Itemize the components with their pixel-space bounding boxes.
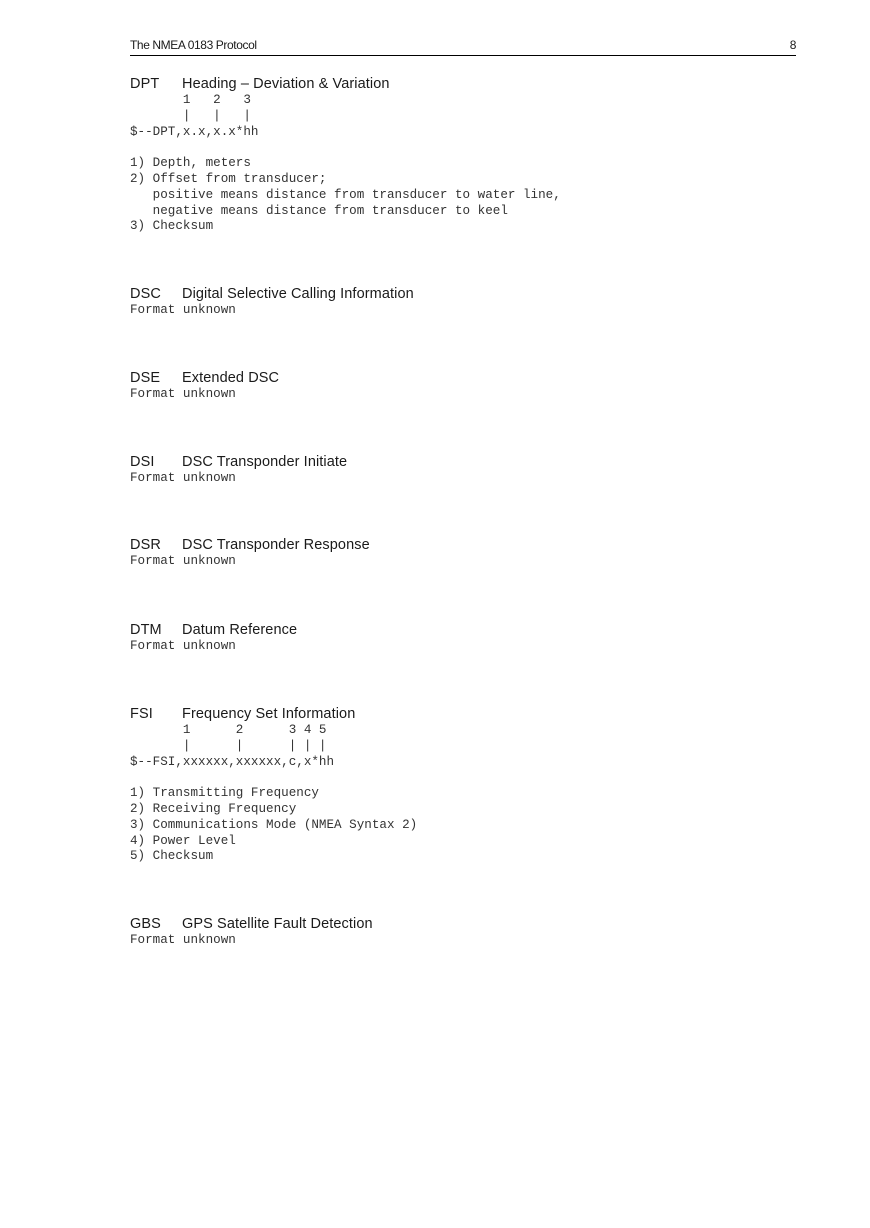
section-dsc — [130, 285, 796, 319]
sentence-format: Format unknown — [130, 554, 236, 568]
sentence-name: Extended DSC — [182, 370, 280, 386]
section-dpt — [130, 75, 796, 235]
section-dsi — [130, 453, 796, 487]
sentence-format: Format unknown — [130, 303, 236, 317]
sentence-format: Format unknown — [130, 387, 236, 401]
section-heading — [130, 621, 796, 639]
section-fsi — [130, 705, 796, 865]
page-header — [130, 37, 796, 56]
section-heading — [130, 705, 796, 723]
sentence-format: 1 2 3 | | | $--DPT,x.x,x.x*hh 1) Depth, meters 2) Offset from transducer; positive means distance from transducer to water line, negative means distance from transducer to keel 3) Checksum — [130, 93, 561, 234]
sentence-code: DTM — [130, 622, 162, 638]
sentence-code: DSC — [130, 286, 161, 302]
section-dse — [130, 369, 796, 403]
sentence-name: Heading – Deviation & Variation — [182, 76, 390, 92]
section-heading — [130, 915, 796, 933]
section-dsr — [130, 536, 796, 570]
sentence-format: Format unknown — [130, 471, 236, 485]
sentence-name: Frequency Set Information — [182, 706, 356, 722]
sentence-name: DSC Transponder Initiate — [182, 454, 348, 470]
sentence-name: GPS Satellite Fault Detection — [182, 916, 373, 932]
document-title: The NMEA 0183 Protocol — [130, 38, 257, 52]
sentence-format: Format unknown — [130, 639, 236, 653]
section-heading — [130, 75, 796, 93]
sentence-code: DPT — [130, 76, 160, 92]
sentence-name: DSC Transponder Response — [182, 537, 370, 553]
sentence-code: DSR — [130, 537, 161, 553]
section-gbs — [130, 915, 796, 949]
section-heading — [130, 536, 796, 554]
sentence-code: DSE — [130, 370, 161, 386]
sentence-code: GBS — [130, 916, 161, 932]
section-heading — [130, 453, 796, 471]
sentence-name: Digital Selective Calling Information — [182, 286, 414, 302]
section-heading — [130, 369, 796, 387]
sentence-format: 1 2 3 4 5 | | | | | $--FSI,xxxxxx,xxxxxx,c,x*hh 1) Transmitting Frequency 2) Receiving Frequency 3) Communications Mode (NMEA Syntax 2) 4) Power Level 5) Checksum — [130, 723, 418, 864]
sentence-format: Format unknown — [130, 933, 236, 947]
sentence-code: DSI — [130, 454, 155, 470]
sentence-name: Datum Reference — [182, 622, 298, 638]
page-number: 8 — [789, 38, 796, 52]
sentence-code: FSI — [130, 706, 153, 722]
section-heading — [130, 285, 796, 303]
section-dtm — [130, 621, 796, 655]
